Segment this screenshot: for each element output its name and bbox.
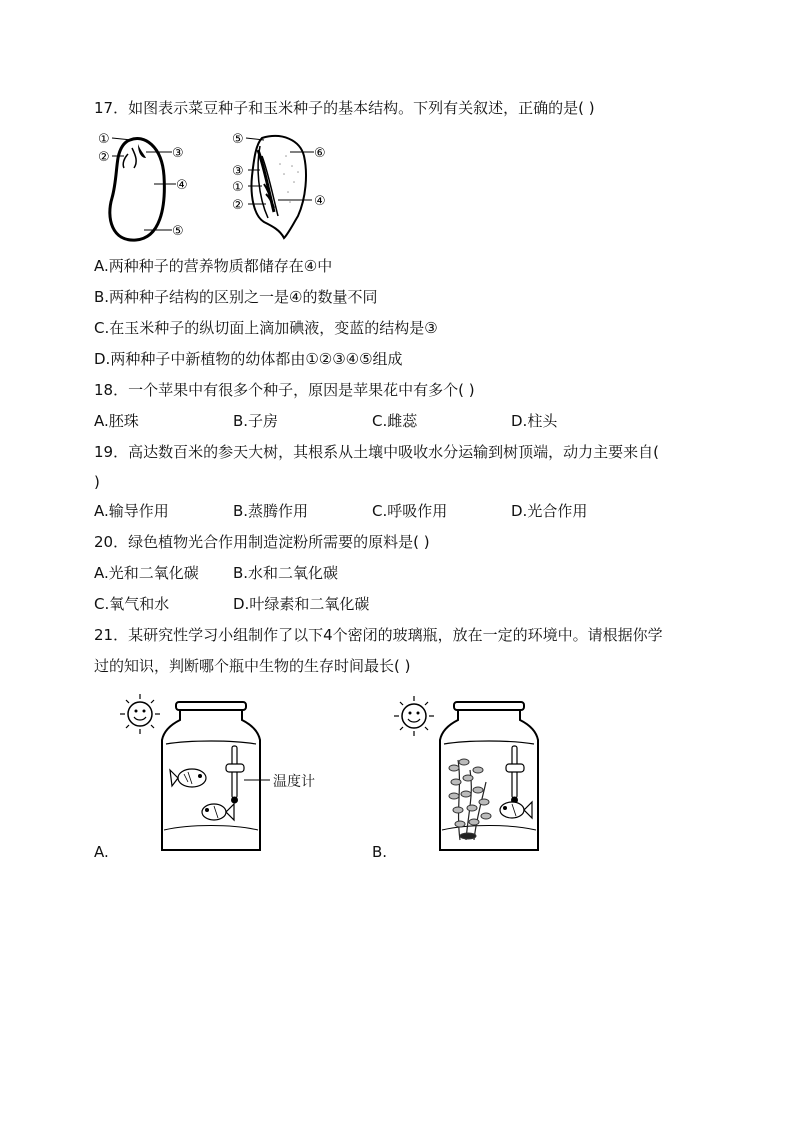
q19-option-a: A.输导作用 xyxy=(94,502,169,520)
bean-label-5: ⑤ xyxy=(172,224,184,239)
corn-label-4: ④ xyxy=(314,194,326,209)
q20-option-b: B.水和二氧化碳 xyxy=(233,564,339,582)
q20-stem: 20．绿色植物光合作用制造淀粉所需要的原料是( ) xyxy=(94,533,430,551)
corn-label-3: ③ xyxy=(232,164,244,179)
jar-b-illustration xyxy=(390,690,560,860)
q19-stem-line1: 19．高达数百米的参天大树，其根系从土壤中吸收水分运输到树顶端，动力主要来自( xyxy=(94,443,659,461)
q19-option-d: D.光合作用 xyxy=(511,502,588,520)
q20-option-d: D.叶绿素和二氧化碳 xyxy=(233,595,370,613)
q18-option-d: D.柱头 xyxy=(511,412,558,430)
q17-option-c: C.在玉米种子的纵切面上滴加碘液，变蓝的结构是③ xyxy=(94,319,438,337)
sun-icon xyxy=(120,694,160,734)
q20-option-c: C.氧气和水 xyxy=(94,595,170,613)
q19-stem-line2: ) xyxy=(94,473,100,491)
corn-seed-diagram xyxy=(228,126,338,244)
q18-stem: 18．一个苹果中有很多个种子，原因是苹果花中有多个( ) xyxy=(94,381,475,399)
bean-label-1: ① xyxy=(98,132,110,147)
q17-stem: 17．如图表示菜豆种子和玉米种子的基本结构。下列有关叙述，正确的是( ) xyxy=(94,99,595,117)
q21-stem-line2: 过的知识，判断哪个瓶中生物的生存时间最长( ) xyxy=(94,657,411,675)
q21-option-a: A. xyxy=(94,843,109,861)
corn-label-6: ⑥ xyxy=(314,146,326,161)
q19-option-c: C.呼吸作用 xyxy=(372,502,448,520)
bean-label-4: ④ xyxy=(176,178,188,193)
bean-label-3: ③ xyxy=(172,146,184,161)
q18-option-b: B.子房 xyxy=(233,412,279,430)
q21-stem-line1: 21．某研究性学习小组制作了以下4个密闭的玻璃瓶，放在一定的环境中。请根据你学 xyxy=(94,626,663,644)
corn-label-5: ⑤ xyxy=(232,132,244,147)
q18-option-c: C.雌蕊 xyxy=(372,412,418,430)
q17-option-b: B.两种种子结构的区别之一是④的数量不同 xyxy=(94,288,378,306)
sun-icon-2 xyxy=(394,696,434,736)
corn-label-2: ② xyxy=(232,198,244,213)
q17-option-a: A.两种种子的营养物质都储存在④中 xyxy=(94,257,333,275)
bean-label-2: ② xyxy=(98,150,110,165)
q17-option-d: D.两种种子中新植物的幼体都由①②③④⑤组成 xyxy=(94,350,403,368)
bean-seed-diagram xyxy=(94,126,204,244)
q20-option-a: A.光和二氧化碳 xyxy=(94,564,199,582)
q19-option-b: B.蒸腾作用 xyxy=(233,502,309,520)
thermometer-label: 温度计 xyxy=(273,774,315,790)
q21-option-b: B. xyxy=(372,843,388,861)
q18-option-a: A.胚珠 xyxy=(94,412,139,430)
jar-a-illustration xyxy=(110,690,360,860)
corn-label-1: ① xyxy=(232,180,244,195)
